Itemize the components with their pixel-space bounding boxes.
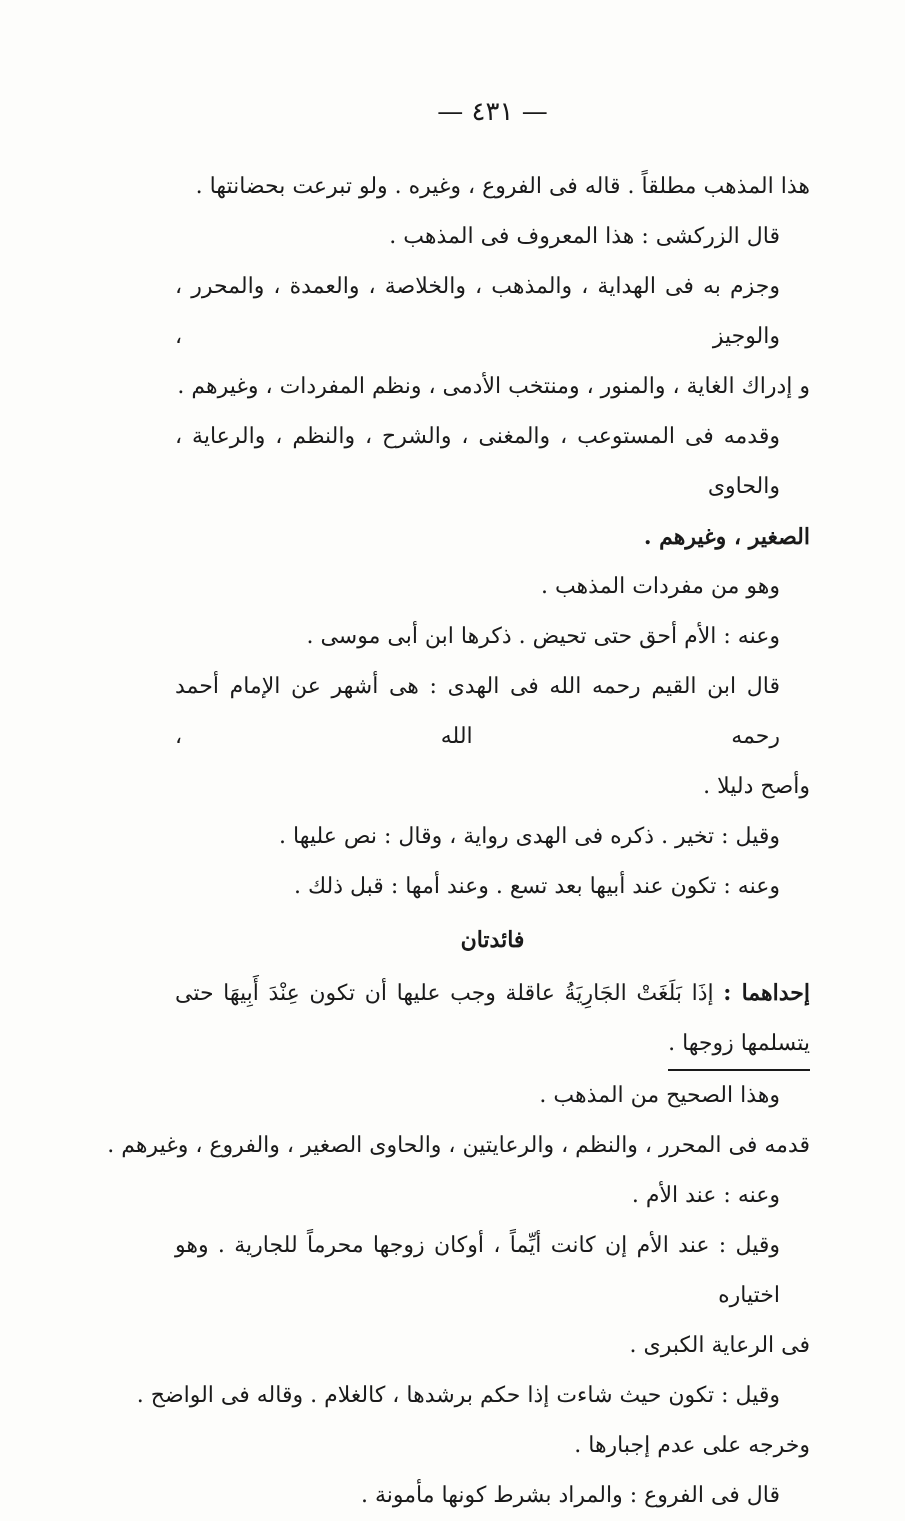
text-line: وقدمه فى المستوعب ، والمغنى ، والشرح ، والنظم ، والرعاية ، والحاوى — [175, 424, 780, 499]
text-line: وعنه : تكون عند أبيها بعد تسع . وعند أمها : قبل ذلك . — [293, 874, 780, 899]
text-line-rest: إذَا بَلَغَتْ الجَارِيَةُ عاقلة وجب عليها أن تكون عِنْدَ أَبِيهَا حتى — [175, 981, 714, 1006]
text-line: وهو من مفردات المذهب . — [540, 574, 780, 599]
text-line: وخرجه على عدم إجبارها . — [574, 1433, 810, 1458]
text-line: وقيل : تكون حيث شاءت إذا حكم برشدها ، كالغلام . وقاله فى الواضح . — [136, 1383, 780, 1408]
text-line: قال الزركشى : هذا المعروف فى المذهب . — [389, 224, 780, 249]
text-line: قال ابن القيم رحمه الله فى الهدى : هى أشهر عن الإمام أحمد رحمه الله ، — [175, 674, 780, 749]
underlined-text: يتسلمها زوجها . — [668, 1019, 810, 1071]
text-line: وهذا الصحيح من المذهب . — [539, 1083, 780, 1108]
text-line: وأصح دليلا . — [703, 774, 810, 799]
text-line: وعنه : عند الأم . — [631, 1183, 780, 1208]
text-line: قال فى الفروع : والمراد بشرط كونها مأمونة . — [360, 1483, 780, 1508]
text-line: وقيل : عند الأم إن كانت أيِّماً ، أوكان زوجها محرماً للجارية . وهو اختياره — [175, 1233, 780, 1308]
text-line: وعنه : الأم أحق حتى تحيض . ذكرها ابن أبى موسى . — [306, 624, 780, 649]
page-number: — ٤٣١ — — [437, 97, 548, 127]
text-line: وجزم به فى الهداية ، والمذهب ، والخلاصة ، والعمدة ، والمحرر ، والوجيز ، — [175, 274, 780, 349]
lead-word: إحداهما : — [723, 980, 810, 1006]
text-line — [175, 1019, 810, 1071]
text-line: و إدراك الغاية ، والمنور ، ومنتخب الأدمى ، ونظم المفردات ، وغيرهم . — [177, 374, 810, 399]
text-line: هذا المذهب مطلقاً . قاله فى الفروع ، وغيره . ولو تبرعت بحضانتها . — [195, 174, 810, 199]
text-line-first — [175, 968, 810, 1019]
text-line: فى الرعاية الكبرى . — [629, 1333, 810, 1358]
text-line: وقيل : تخير . ذكره فى الهدى رواية ، وقال : نص عليها . — [279, 824, 780, 849]
text-line: الصغير ، وغيرهم . — [643, 524, 810, 550]
text-line: قدمه فى المحرر ، والنظم ، والرعايتين ، والحاوى الصغير ، والفروع ، وغيرهم . — [107, 1133, 810, 1158]
page-body — [107, 162, 810, 1521]
section-heading: فائدتان — [460, 927, 525, 953]
